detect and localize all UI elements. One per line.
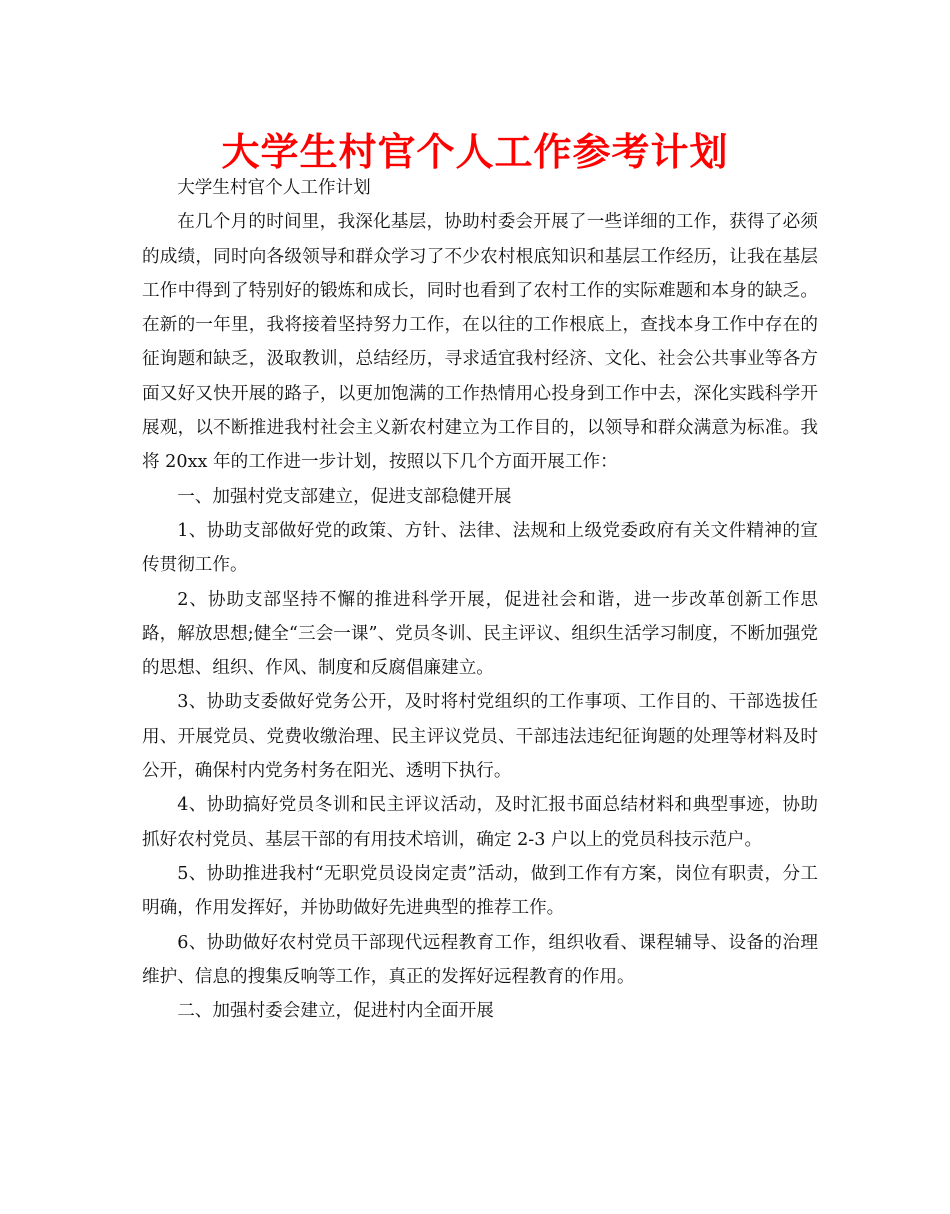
document-title: 大学生村官个人工作参考计划 (221, 130, 729, 174)
list-item-6: 6、协助做好农村党员干部现代远程教育工作，组织收看、课程辅导、设备的治理维护、信息的搜集反响等工作，真正的发挥好远程教育的作用。 (142, 932, 818, 987)
section-heading-2: 二、加强村委会建立，促进村内全面开展 (177, 1001, 494, 1022)
list-item-4: 4、协助搞好党员冬训和民主评议活动，及时汇报书面总结材料和典型事迹，协助抓好农村党员、基层干部的有用技术培训，确定 2-3 户以上的党员科技示范户。 (142, 795, 818, 850)
list-item-2: 2、协助支部坚持不懈的推进科学开展，促进社会和谐，进一步改革创新工作思路，解放思想;健全“三会一课”、党员冬训、民主评议、组织生活学习制度，不断加强党的思想、组织、作风、制度和反腐倡廉建立。 (142, 589, 818, 679)
list-item-1: 1、协助支部做好党的政策、方针、法律、法规和上级党委政府有关文件精神的宣传贯彻工作。 (142, 520, 818, 576)
list-item-5: 5、协助推进我村“无职党员设岗定责”活动，做到工作有方案，岗位有职责，分工明确，作用发挥好，并协助做好先进典型的推荐工作。 (142, 863, 818, 919)
document-body (142, 171, 818, 1028)
section-heading-1: 一、加强村党支部建立，促进支部稳健开展 (177, 486, 512, 507)
paragraph-subtitle: 大学生村官个人工作计划 (177, 178, 371, 198)
list-item-3: 3、协助支委做好党务公开，及时将村党组织的工作事项、工作目的、干部选拔任用、开展党员、党费收缴治理、民主评议党员、干部违法违纪征询题的处理等材料及时公开，确保村内党务村务在阳光、透明下执行。 (142, 692, 818, 782)
paragraph-intro: 在几个月的时间里，我深化基层，协助村委会开展了一些详细的工作，获得了必须的成绩，同时向各级领导和群众学习了不少农村根底知识和基层工作经历，让我在基层工作中得到了特别好的锻炼和成长，同时也看到了农村工作的实际难题和本身的缺乏。在新的一年里，我将接着坚持努力工作，在以往的工作根底上，查找本身工作中存在的征询题和缺乏，汲取教训，总结经历，寻求适宜我村经济、文化、社会公共事业等各方面又好又快开展的路子，以更加饱满的工作热情用心投身到工作中去，深化实践科学开展观，以不断推进我村社会主义新农村建立为工作目的，以领导和群众满意为标准。我将 20xx 年的工作进一步计划，按照以下几个方面开展工作： (142, 212, 818, 473)
